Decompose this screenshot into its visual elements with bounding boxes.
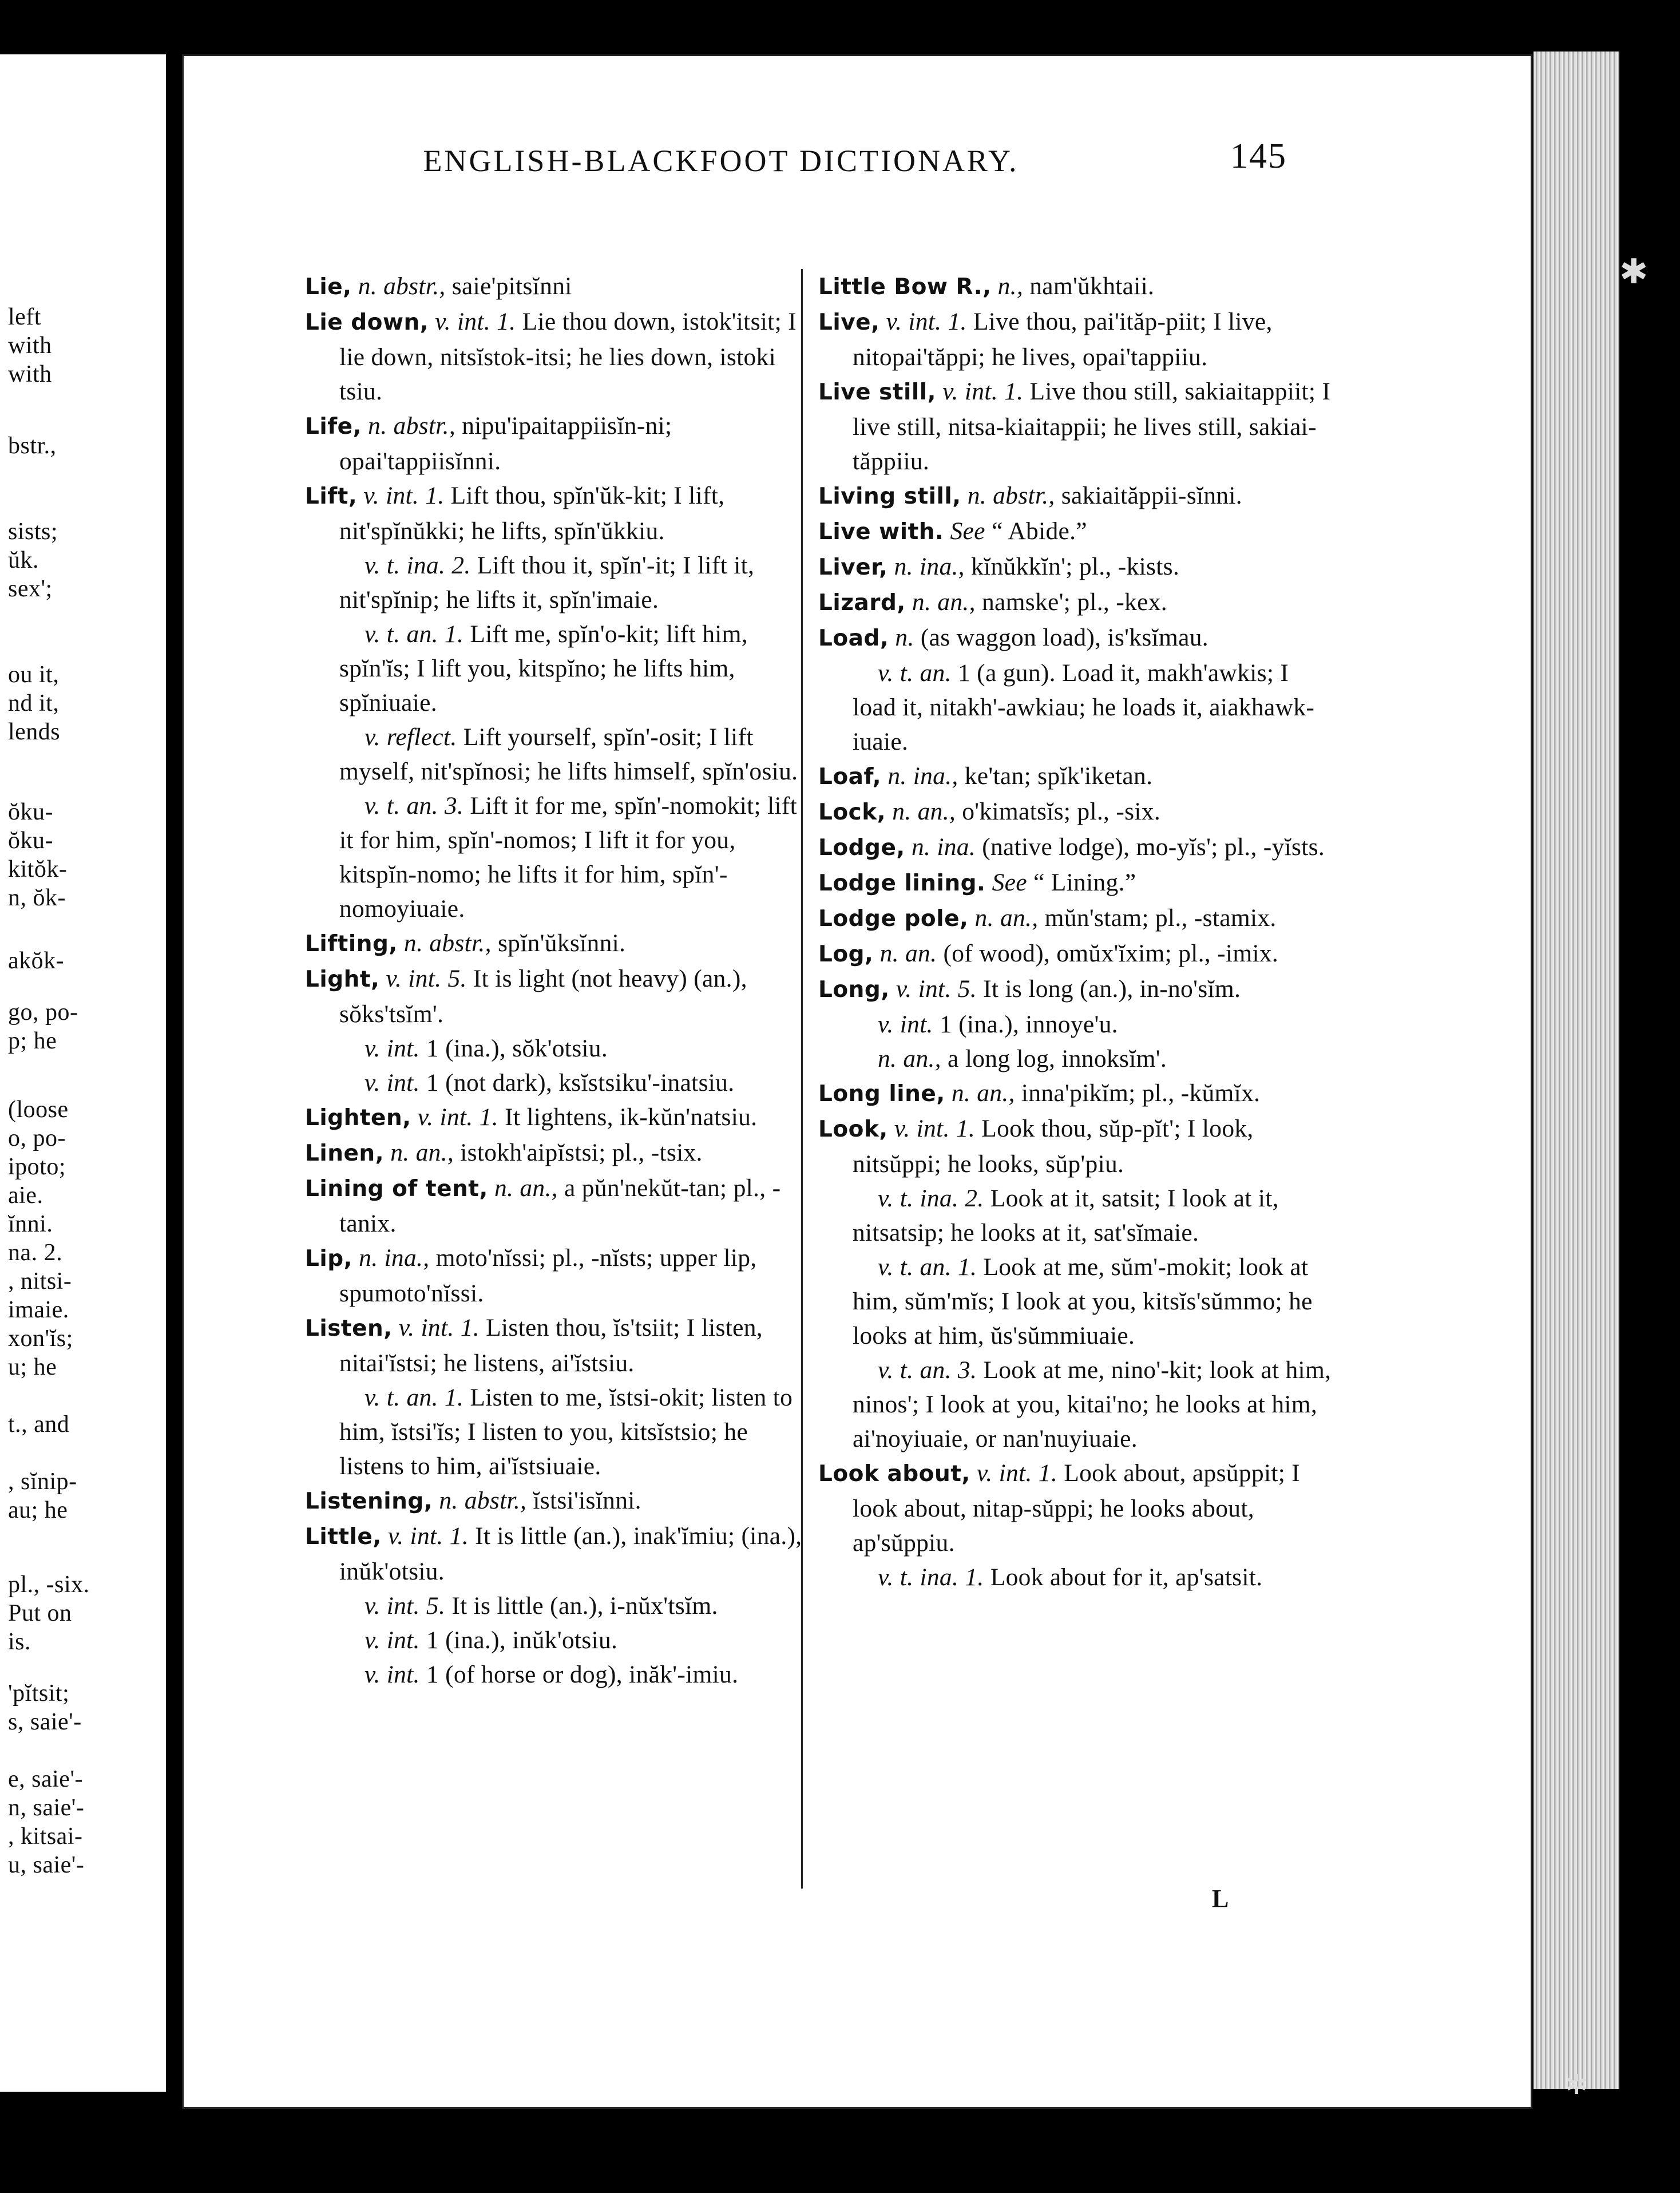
definition-text: 1 (a gun). Load it, makh'awkis; I load it, nitakh'-awkiau; he loads it, aiakhawk-iuaie. [853,659,1315,755]
left-page-fragment: left [8,304,41,330]
grammar-label: v. int. 1. [894,1115,976,1142]
definition-text: “ Abide.” [991,517,1087,545]
headword: Lifting, [305,931,398,957]
headword: Lie, [305,274,352,300]
headword: Lodge, [818,835,905,861]
definition-text: Lift thou, spĭn'ŭk-kit; I lift, nit'spĭnŭkki; he lifts, spĭn'ŭkkiu. [339,482,725,545]
definition-text: (of wood), omŭx'ĭxim; pl., -imix. [943,940,1279,967]
grammar-label: v. int. 1. [435,308,516,335]
definition-text: Look thou, sŭp-pĭt'; I look, nitsŭppi; he looks, sŭp'piu. [853,1115,1254,1178]
signature-mark: L [1212,1885,1229,1913]
dictionary-entry [818,514,1333,549]
left-page-fragment: sex'; [8,576,53,602]
left-page-fragment: aie. [8,1182,43,1209]
headword: Lodge pole, [818,906,969,932]
left-page-fragment: akŏk- [8,948,65,974]
headword: Lie down, [305,310,429,335]
grammar-label: v. int. 1. [942,378,1024,405]
definition-text: Listen thou, ĭs'tsiit; I listen, nitai'ĭstsi; he listens, ai'ĭstsiu. [339,1314,763,1377]
left-page-fragment: p; he [8,1028,57,1054]
left-page-fragment: with [8,361,52,387]
headword: Load, [818,626,889,651]
dictionary-entry [305,269,803,304]
grammar-label: n. an., [494,1174,558,1202]
dictionary-entry [818,865,1333,901]
grammar-label: v. int. [364,1626,420,1654]
definition-text: It is little (an.), i-nŭx'tsĭm. [451,1592,718,1620]
dictionary-subentry [305,1066,803,1100]
definition-text: Listen to me, ĭstsi-okit; listen to him, ĭstsi'ĭs; I listen to you, kitsĭstsio; he listens to him, ai'ĭstsiuaie. [339,1384,793,1480]
definition-text: 1 (not dark), ksĭstsiku'-inatsiu. [426,1069,735,1096]
left-page-fragment: ŭk. [8,547,39,573]
definition-text: “ Lining.” [1033,869,1136,896]
grammar-label: v. t. ina. 1. [878,1563,984,1591]
dictionary-subentry [305,1657,803,1692]
left-page-fragment: imaie. [8,1297,69,1323]
left-page-fragment: bstr., [8,433,57,459]
definition-text: a long log, innoksĭm'. [948,1045,1167,1072]
headword: Live with. [818,519,944,545]
grammar-label: v. t. an. 1. [364,1384,464,1411]
right-column [818,269,1333,1594]
left-page-fragment: 'pĭtsit; [8,1680,70,1707]
grammar-label: v. t. an. [878,659,952,687]
grammar-label: v. t. an. 1. [364,620,464,648]
definition-text: moto'nĭssi; pl., -nĭsts; upper lip, spumoto'nĭssi. [339,1244,757,1307]
definition-text: Look about for it, ap'satsit. [990,1563,1263,1591]
grammar-label: n. ina. [911,833,976,861]
left-page-fragment: t., and [8,1411,70,1438]
definition-text: Lift thou it, spĭn'-it; I lift it, nit'spĭnip; he lifts it, spĭn'imaie. [339,552,755,613]
running-header: ENGLISH-BLACKFOOT DICTIONARY. [423,144,1019,178]
headword: Live still, [818,379,936,405]
left-page-fragment: Put on [8,1600,72,1626]
dictionary-entry [305,1171,803,1241]
left-page-fragment: with [8,332,52,359]
left-page-fragment: s, saie'- [8,1709,82,1735]
dictionary-subentry [305,1380,803,1483]
grammar-label: v. int. 1. [398,1314,480,1341]
dictionary-entry [818,549,1333,585]
dictionary-entry [818,269,1333,304]
dictionary-entry [305,478,803,548]
left-page-fragment: , sĭnip- [8,1468,77,1495]
dictionary-entry [818,374,1333,478]
headword: Lock, [818,799,886,825]
headword: Log, [818,941,874,967]
headword: Living still, [818,484,961,509]
grammar-label: n. abstr., [368,412,456,440]
headword: Lizard, [818,590,906,616]
headword: Linen, [305,1141,385,1166]
headword: Long line, [818,1081,945,1107]
grammar-label: v. int. 1. [886,308,967,335]
definition-text: 1 (ina.), sŏk'otsiu. [426,1035,608,1062]
definition-text: mŭn'stam; pl., -stamix. [1044,904,1277,932]
grammar-label: n. an., [951,1079,1015,1107]
dictionary-entry [818,936,1333,972]
dictionary-entry [818,901,1333,936]
grammar-label: v. int. 1. [976,1459,1058,1487]
left-page-fragment: is. [8,1629,31,1655]
definition-text: Look at me, nino'-kit; look at him, ninos'; I look at you, kitai'no; he looks at him, ai'noyiuaie, or nan'nuyiuaie. [853,1356,1332,1452]
grammar-label: v. t. an. 1. [878,1253,977,1281]
dictionary-entry [305,1241,803,1311]
dictionary-subentry [305,720,803,789]
grammar-label: v. t. an. 3. [878,1356,977,1384]
dictionary-entry [818,304,1333,374]
dictionary-entry [305,1135,803,1171]
definition-text: a pŭn'nekŭt-tan; pl., -tanix. [339,1174,781,1237]
grammar-label: n. an., [390,1139,454,1166]
left-page-fragment: (loose [8,1096,69,1123]
definition-text: Lift yourself, spĭn'-osit; I lift myself, nit'spĭnosi; he lifts himself, spĭn'osiu. [339,723,798,785]
definition-text: It is light (not heavy) (an.), sŏks'tsĭm'. [339,965,747,1028]
headword: Listen, [305,1316,393,1341]
dictionary-subentry [305,789,803,926]
dictionary-entry [305,304,803,409]
dictionary-entry [305,1100,803,1135]
dictionary-subentry [818,1007,1333,1042]
definition-text: spĭn'ŭksĭnni. [497,929,626,957]
dictionary-subentry [818,1250,1333,1353]
dictionary-entry [818,830,1333,865]
definition-text: o'kimatsĭs; pl., -six. [962,798,1160,825]
grammar-label: n. ina., [894,553,965,580]
dictionary-entry [305,409,803,478]
grammar-label: v. int. [878,1011,933,1038]
headword: Lining of tent, [305,1176,488,1202]
dictionary-subentry [305,1031,803,1066]
left-page-fragment: sists; [8,518,58,545]
definition-text: 1 (ina.), inŭk'otsiu. [426,1626,618,1654]
scan-speck: ✲ [1565,2069,1588,2101]
grammar-label: v. int. [364,1661,420,1688]
headword: Look, [818,1117,888,1142]
dictionary-entry [305,1311,803,1380]
left-page-fragment: n, saie'- [8,1795,85,1821]
dictionary-entry [818,585,1333,620]
dictionary-entry [305,961,803,1031]
definition-text: namske'; pl., -kex. [981,588,1167,616]
grammar-label: v. int. 1. [363,482,445,509]
grammar-label: n. ina., [359,1244,430,1272]
grammar-label: See [992,869,1027,896]
headword: Liver, [818,555,888,580]
definition-text: ke'tan; spĭk'iketan. [964,762,1153,790]
page-edges [1534,52,1619,2089]
grammar-label: v. int. 1. [387,1522,469,1550]
left-page-fragment: au; he [8,1497,68,1523]
left-page-fragment: xon'ĭs; [8,1325,73,1352]
definition-text: It lightens, ik-kŭn'natsiu. [505,1103,758,1131]
dictionary-subentry [305,1589,803,1623]
headword: Live, [818,310,880,335]
dictionary-subentry [818,1560,1333,1594]
definition-text: Lie thou down, istok'itsit; I lie down, nitsĭstok-itsi; he lies down, istoki tsiu. [339,308,797,405]
dictionary-subentry [818,1042,1333,1076]
previous-page-strip [0,54,166,2092]
left-page-fragment: ŏku- [8,799,53,825]
grammar-label: n. [895,624,914,651]
scan-speck: ✱ [1619,252,1649,292]
left-page-fragment: e, saie'- [8,1766,83,1792]
definition-text: Look at it, satsit; I look at it, nitsatsip; he looks at it, sat'sĭmaie. [853,1185,1279,1246]
left-page-fragment: u; he [8,1354,57,1380]
grammar-label: n. an. [879,940,937,967]
dictionary-subentry [818,1353,1333,1456]
definition-text: 1 (ina.), innoye'u. [939,1011,1118,1038]
headword: Look about, [818,1461,970,1487]
grammar-label: n. an., [974,904,1039,932]
left-page-fragment: go, po- [8,999,78,1026]
dictionary-entry [818,794,1333,830]
dictionary-entry [818,1456,1333,1560]
dictionary-entry [818,620,1333,656]
grammar-label: v. int. [364,1069,420,1096]
definition-text: saie'pitsĭnni [451,272,572,300]
dictionary-subentry [305,548,803,617]
definition-text: istokh'aipĭstsi; pl., -tsix. [460,1139,703,1166]
grammar-label: n. abstr., [403,929,492,957]
left-page-fragment: kitŏk- [8,856,68,882]
left-page-fragment: ĭnni. [8,1211,53,1237]
definition-text: It is little (an.), inak'ĭmiu; (ina.), inŭk'otsiu. [339,1522,802,1585]
dictionary-entry [305,1519,803,1589]
headword: Little Bow R., [818,274,992,300]
headword: Light, [305,967,380,992]
left-page-fragment: ipoto; [8,1154,66,1180]
dictionary-entry [818,478,1333,514]
grammar-label: v. int. 5. [364,1592,446,1620]
headword: Little, [305,1524,382,1550]
definition-text: Look at me, sŭm'-mokit; look at him, sŭm'mĭs; I look at you, kitsĭs'sŭmmo; he looks at him, ŭs'sŭmmiuaie. [853,1253,1313,1349]
definition-text: Look about, apsŭppit; I look about, nitap-sŭppi; he looks about, ap'sŭppiu. [853,1459,1301,1557]
headword: Lighten, [305,1105,411,1131]
dictionary-subentry [818,656,1333,759]
headword: Lift, [305,484,358,509]
grammar-label: v. t. an. 3. [364,792,464,820]
left-page-fragment: pl., -six. [8,1571,90,1598]
definition-text: (native lodge), mo-yĭs'; pl., -yĭsts. [982,833,1325,861]
grammar-label: n. an., [912,588,976,616]
grammar-label: v. int. 5. [896,975,977,1003]
definition-text: Lift me, spĭn'o-kit; lift him, spĭn'ĭs; I lift you, kitspĭno; he lifts him, spĭniuaie. [339,620,748,717]
left-page-fragment: na. 2. [8,1240,63,1266]
dictionary-subentry [305,1623,803,1657]
grammar-label: n., [997,272,1024,300]
dictionary-entry [818,759,1333,794]
definition-text: nam'ŭkhtaii. [1029,272,1155,300]
left-page-fragment: , nitsi- [8,1268,72,1295]
grammar-label: v. int. [364,1035,420,1062]
dictionary-entry [818,972,1333,1007]
definition-text: nipu'ipaitappiisĭn-ni; opai'tappiisĭnni. [339,412,672,475]
dictionary-subentry [818,1181,1333,1250]
headword: Life, [305,414,362,440]
left-page-fragment: , kitsai- [8,1823,83,1850]
definition-text: kĭnŭkkĭn'; pl., -kists. [971,553,1180,580]
definition-text: ĭstsi'isĭnni. [533,1487,641,1514]
dictionary-entry [818,1076,1333,1111]
grammar-label: v. t. ina. 2. [364,552,471,579]
grammar-label: n. abstr., [967,482,1055,509]
left-page-fragment: n, ŏk- [8,885,66,911]
page-number: 145 [1230,137,1287,176]
headword: Lip, [305,1246,352,1272]
definition-text: Live thou still, sakiaitappiit; I live still, nitsa-kiaitappii; he lives still, sakiai-tăppiiu. [853,378,1331,475]
left-page-fragment: ŏku- [8,828,53,854]
dictionary-subentry [305,617,803,720]
grammar-label: n. an., [878,1045,941,1072]
definition-text: Lift it for me, spĭn'-nomokit; lift it for him, spĭn'-nomos; I lift it for you, kitspĭn-nomo; he lifts it for him, spĭn'-nomoyiuaie. [339,792,798,923]
grammar-label: n. abstr., [358,272,446,300]
definition-text: sakiaităppii-sĭnni. [1061,482,1242,509]
definition-text: 1 (of horse or dog), inăk'-imiu. [426,1661,739,1688]
headword: Loaf, [818,764,882,790]
left-column [305,269,803,1692]
left-page-fragment: ou it, [8,662,60,688]
left-page-fragment: lends [8,719,61,745]
left-page-fragment: o, po- [8,1125,66,1151]
left-page-fragment: nd it, [8,690,60,717]
grammar-label: n. abstr., [439,1487,527,1514]
dictionary-entry [818,1111,1333,1181]
grammar-label: n. an., [892,798,956,825]
grammar-label: See [950,517,985,545]
definition-text: Live thou, pai'ităp-piit; I live, nitopai'tăppi; he lives, opai'tappiiu. [853,308,1273,371]
grammar-label: v. reflect. [364,723,457,751]
definition-text: inna'pikĭm; pl., -kŭmĭx. [1021,1079,1261,1107]
grammar-label: n. ina., [887,762,958,790]
left-page-fragment: u, saie'- [8,1852,85,1878]
headword: Lodge lining. [818,870,986,896]
grammar-label: v. t. ina. 2. [878,1185,984,1212]
headword: Listening, [305,1489,433,1514]
definition-text: (as waggon load), is'ksĭmau. [920,624,1209,651]
headword: Long, [818,977,890,1003]
grammar-label: v. int. 5. [386,965,467,992]
grammar-label: v. int. 1. [417,1103,498,1131]
dictionary-entry [305,926,803,961]
dictionary-entry [305,1483,803,1519]
definition-text: It is long (an.), in-no'sĭm. [983,975,1241,1003]
